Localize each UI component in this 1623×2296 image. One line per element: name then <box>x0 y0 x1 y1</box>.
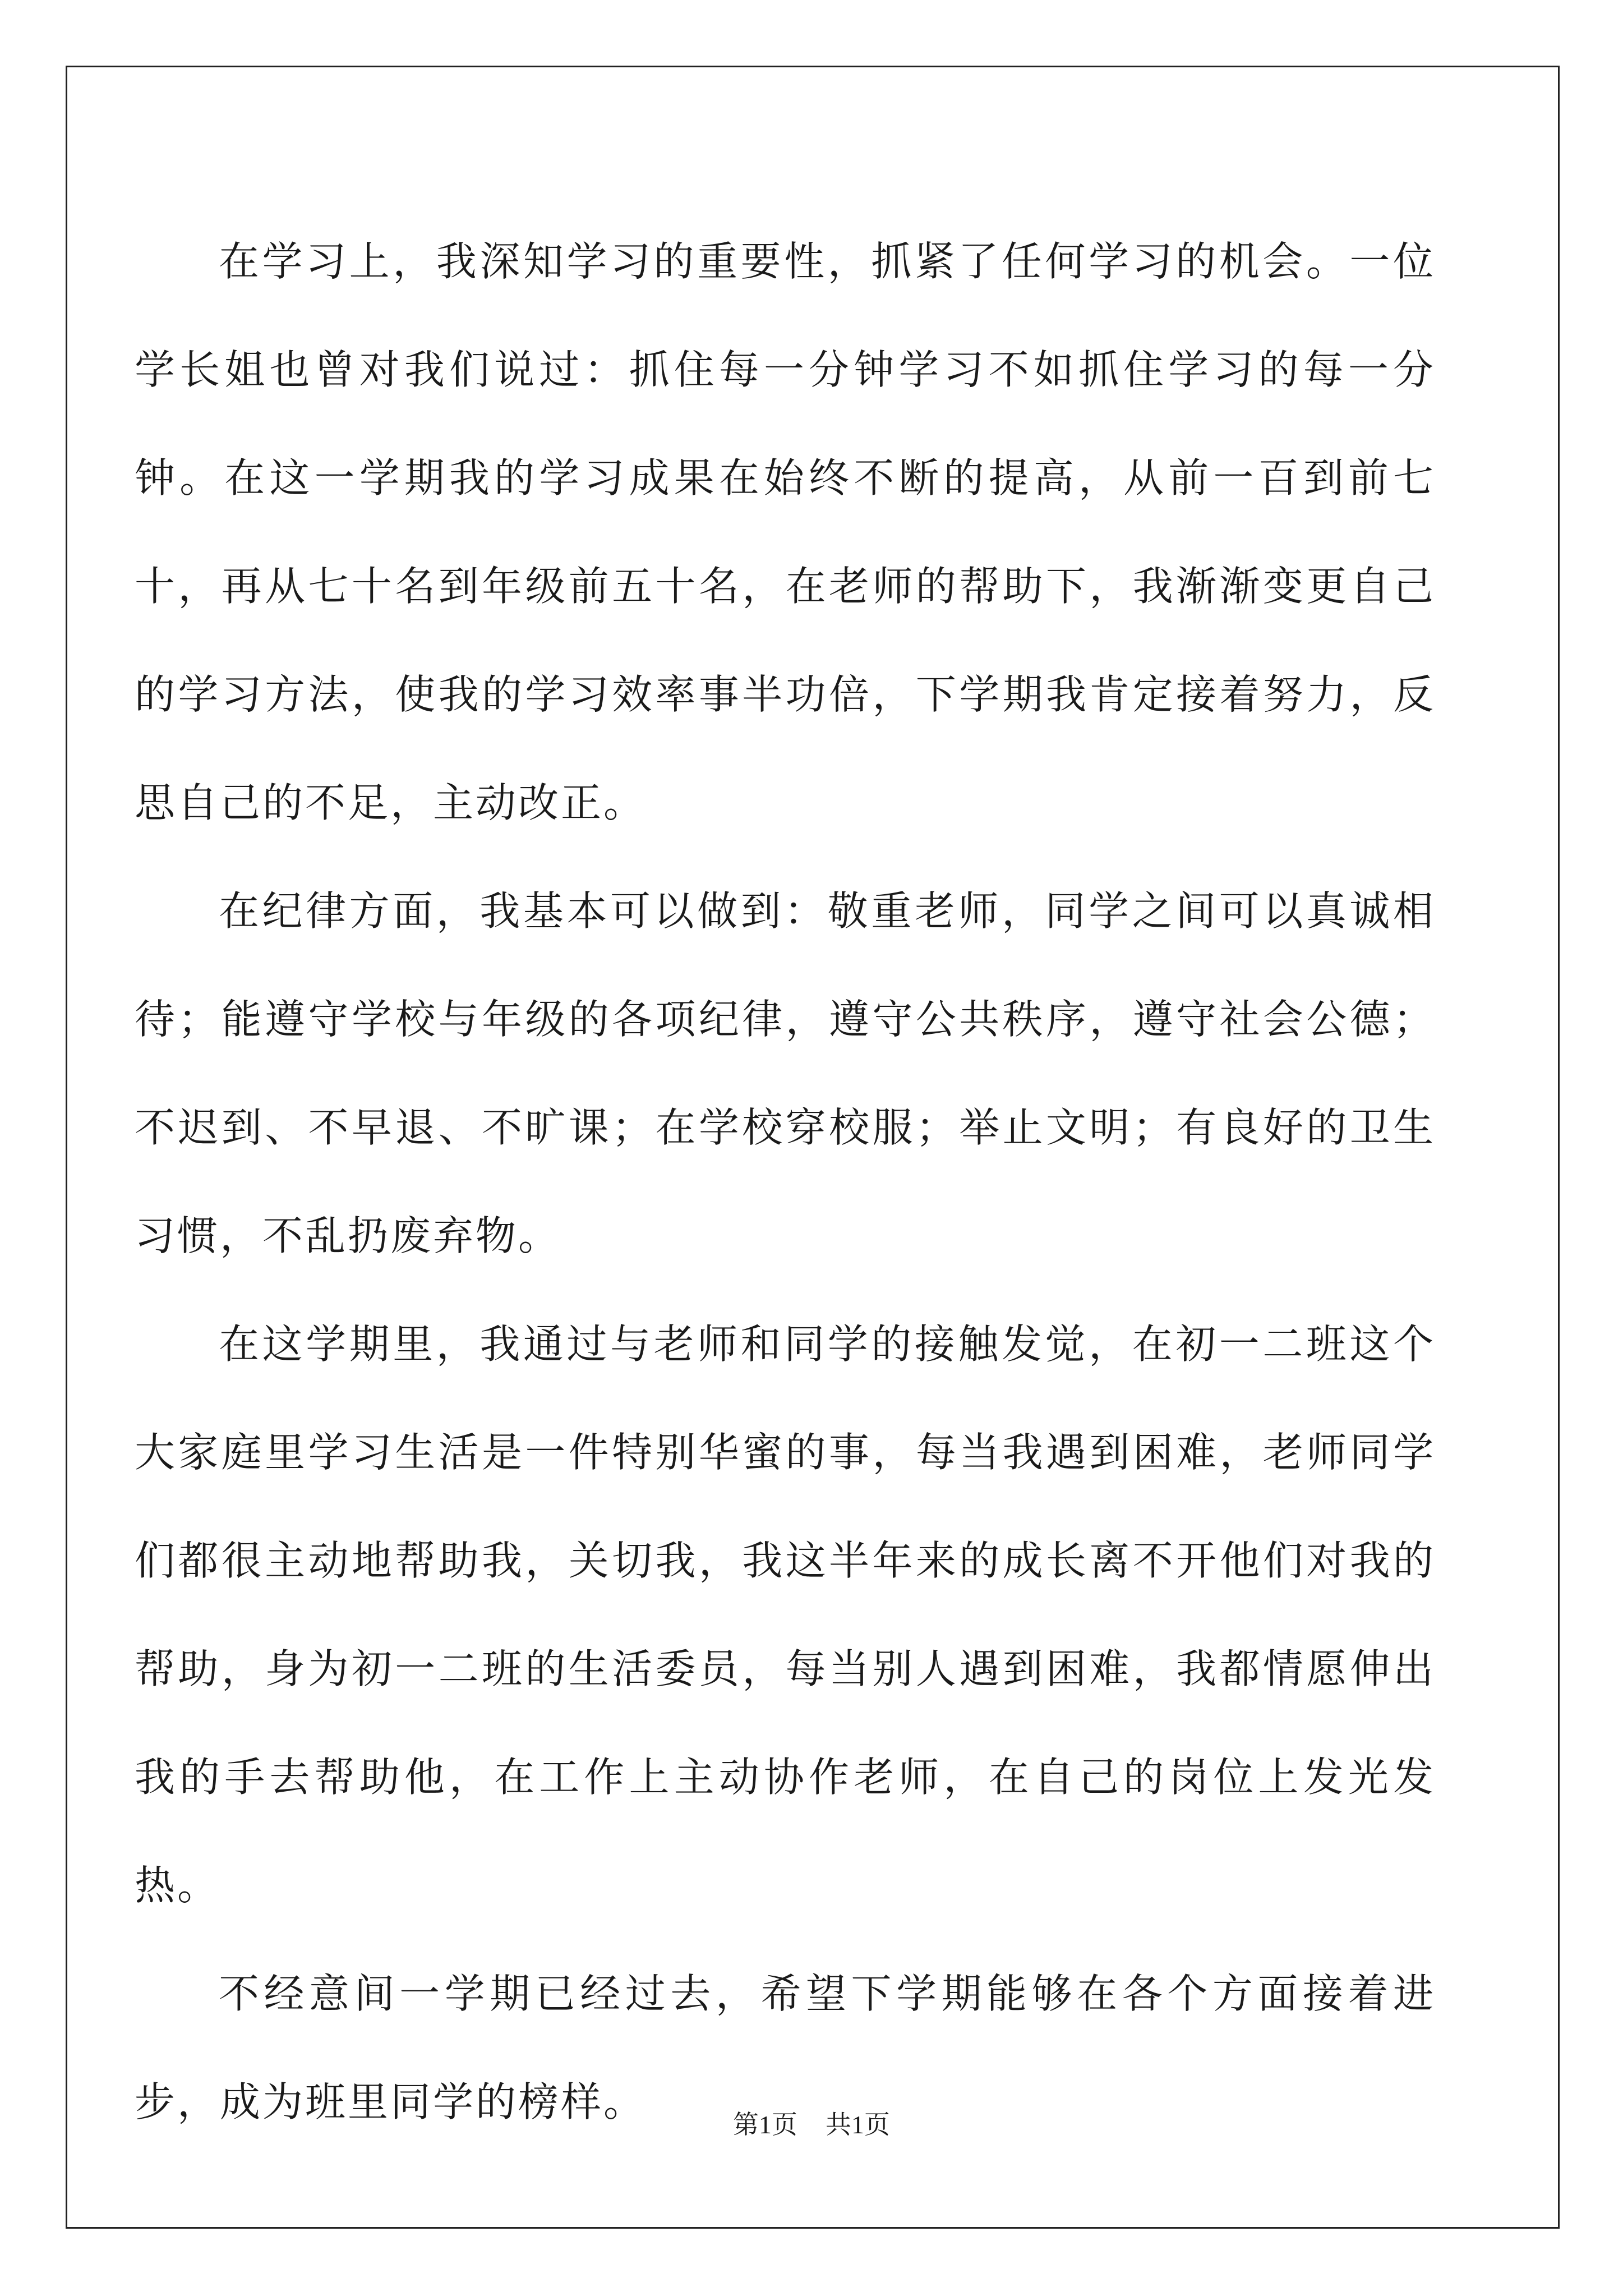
page-number-total: 共1页 <box>826 2110 890 2139</box>
paragraph-class-life: 在这学期里，我通过与老师和同学的接触发觉，在初一二班这个大家庭里学习生活是一件特别华蜜的事，每当我遇到困难，老师同学们都很主动地帮助我，关切我，我这半年来的成长离不开他们对我的帮助，身为初一二班的生活委员，每当别人遇到困难，我都情愿伸出我的手去帮助他，在工作上主动协作老师，在自己的岗位上发光发热。 <box>135 1320 1436 1909</box>
paragraph-study: 在学习上，我深知学习的重要性，抓紧了任何学习的机会。一位学长姐也曾对我们说过：抓住每一分钟学习不如抓住学习的每一分钟。在这一学期我的学习成果在始终不断的提高，从前一百到前七十，再从七十名到年级前五十名，在老师的帮助下，我渐渐变更自己的学习方法，使我的学习效率事半功倍，下学期我肯定接着努力，反思自己的不足，主动改正。 <box>135 238 1436 826</box>
page-footer <box>0 2108 1623 2142</box>
paragraph-conclusion: 不经意间一学期已经过去，希望下学期能够在各个方面接着进步，成为班里同学的榜样。 <box>135 1970 1436 2125</box>
document-body <box>135 208 1436 2156</box>
page-number-current: 第1页 <box>733 2110 797 2139</box>
paragraph-discipline: 在纪律方面，我基本可以做到：敬重老师，同学之间可以真诚相待；能遵守学校与年级的各项纪律，遵守公共秩序，遵守社会公德；不迟到、不早退、不旷课；在学校穿校服；举止文明；有良好的卫生习惯，不乱扔废弃物。 <box>135 887 1436 1259</box>
